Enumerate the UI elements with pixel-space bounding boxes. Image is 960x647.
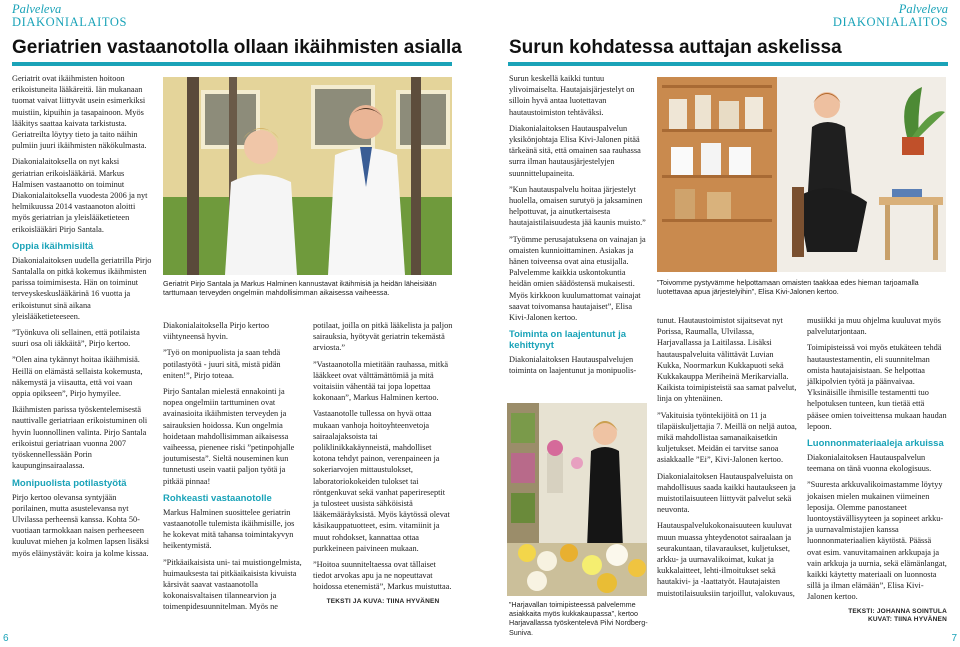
right-col2	[657, 315, 797, 604]
left-col2	[163, 320, 303, 618]
right-col1-p5: Diakonialaitoksen Hautauspalvelujen toiminta on laajentunut ja monipuolis-	[509, 355, 637, 376]
elisa-photo-caption: ”Toivomme pystyvämme helpottamaan omaisten taakkaa edes hieman tarjoamalla luotettavaa apua järjestelyihin”, Elisa Kivi-Jalonen kertoo.	[657, 278, 919, 297]
right-sub-luonnon: Luonnonmateriaaleja arkuissa	[807, 438, 944, 450]
left-page-number: 6	[3, 633, 9, 644]
right-col1-p4: ”Työmme perusajatuksena on vainajan ja omaisten kunnioittaminen. Asiakas ja hänen toiveensa ovat aina etusijalla. Palvelemme kaikkia uskontokuntia heidän omien säädöstensä mukaisesti. Myös kirkkoon kuulumattomat vainajat saavat toivomansa hautajaiset”, Elisa Kivi-Jalonen kertoo.	[509, 234, 646, 323]
left-brand-line2: DIAKONIALAITOS	[12, 15, 128, 29]
right-credits	[807, 608, 947, 624]
right-sub-toiminta: Toiminta on laajentunut ja kehittynyt	[509, 329, 626, 352]
flower-shop-caption: ”Harjavallan toimipisteessä palvelemme asiakkaita myös kukkakaupassa”, kertoo Harjavallassa työskentelevä Pilvi Nordberg-Suniva.	[509, 600, 648, 637]
right-brand-line2: DIAKONIALAITOS	[832, 15, 948, 29]
right-col2-p3: Diakonialaitoksen Hautauspalveluista on mahdollisuus saada kaikki hautaukseen ja muistotilaisuuteen liittyvät palvelut sekä neuvonta.	[657, 471, 796, 515]
left-col1-p1: Geriatrit ovat ikäihmisten hoitoon erikoistuneita lääkäreitä. Iän mukanaan tuomat vaivat liittyvät usein esimerkiksi muistiin, kipuihin ja tasapainoon. Myös lääkitys saattaa kaivata tarkistusta. Geriatreilta löytyy tieto ja taito näihin pulmiin juuri ikäihmisten näkökulmasta.	[12, 74, 147, 151]
flower-shop-photo	[507, 403, 647, 596]
right-credit-photos: KUVAT: TIINA HYVÄNEN	[868, 615, 947, 623]
right-page-number: 7	[951, 633, 957, 644]
left-sub-monipuolista: Monipuolista potilastyötä	[12, 477, 127, 489]
left-headline: Geriatrien vastaanotolla ollaan ikäihmisten asialla	[12, 37, 462, 58]
left-col1-p3: Diakonialaitoksen uudella geriatrilla Pirjo Santalalla on pitkä kokemus ikäihmisten parissa toimimisesta. Hän on toiminut terveyskeskuslääkärinä 16 vuotta ja erikoistunut sinä aikana yleislääketieteeseen.	[12, 255, 152, 321]
left-col3-p3: Vastaanotolle tullessa on hyvä ottaa mukaan vanhoja hoitoyhteenvetoja sairaalajaksoista tai poliklinikkakäynneistä, mahdolliset kotona tehdyt painon, verenpaineen ja sokeriarvojen mittaustulokset, laboratoriokokeiden tulokset tai röntgenkuvat sekä vanhat paperireseptit ja tulosteet uusista sähköisistä lääkemääräyksistä. Myös käytössä olevat käsikauppatuotteet, esim. vitamiinit ja muut rohdokset, kannattaa ottaa purkkeineen paivineen mukaan.	[313, 409, 450, 553]
elisa-photo	[657, 77, 946, 272]
flower-shop-illustration	[507, 403, 647, 596]
right-brand-line1: Palveleva	[898, 2, 948, 16]
left-col1-p4: ”Työnkuva oli sellainen, että potilaista suuri osa oli iäkkäitä”, Pirjo kertoo.	[12, 328, 140, 349]
left-col3-p1: potilaat, joilla on pitkä lääkelista ja paljon sairauksia, hyötyvät geriatrin tekemästä arviosta.”	[313, 321, 453, 353]
left-brand-line1: Palveleva	[12, 2, 62, 16]
right-col1-p3: ”Kun hautauspalvelu hoitaa järjestelyt huolella, omaisen surutyö ja jaksaminen helpottuvat, ja ainutkertaisesta hautajaistilaisuudesta jää kaunis muisto.”	[509, 184, 646, 228]
right-col3-p1: musiikki ja muu ohjelma kuuluvat myös palvelutarjontaan.	[807, 316, 941, 337]
left-col1-p2: Diakonialaitoksella on nyt kaksi geriatrian erikoislääkäriä. Markus Halmisen vastaanotto on toiminut Diakonialaitoksella vuodesta 2006 ja nyt helmikuussa 2014 vastaanoton aloitti myös geriatrian ja yleislääketieteen erikoislääkäri Pirjo Santala.	[12, 157, 148, 234]
right-col1-p1: Surun keskellä kaikki tuntuu ylivoimaiselta. Hautajaisjärjestelyt on silloin hyvä antaa luotettavan hautaustoimiston tehtäväksi.	[509, 74, 635, 117]
left-col2-p2: ”Työ on monipuolista ja saan tehdä potilastyötä - juuri sitä, mistä pidän eniten!”, Pirjo toteaa.	[163, 348, 281, 380]
right-rule	[508, 62, 948, 66]
left-credit: TEKSTI JA KUVA: TIINA HYVÄNEN	[326, 597, 440, 605]
left-sub-rohkeasti: Rohkeasti vastaanotolle	[163, 492, 272, 504]
left-col2-p5: ”Pitkäaikaisista uni- tai muistiongelmista, huimauksesta tai pitkäaikaisista kivuista kärsivät saavat vastaanotolla kokonaisvaltaisen tilannearvion ja toimenpidesuunnitelman. Myös ne	[163, 557, 302, 612]
left-brand	[12, 3, 127, 29]
left-col2-p3: Pirjo Santalan mielestä ennakointi ja nopea ongelmiin tarttuminen ovat avainasioita ikäihmisten terveyden ja sairauksien hoidossa. Kun ongelmia hoidetaan mahdollisimman aikaisessa vaiheessa, pienenee riski ”petinpohjalle joutumisesta”. Sieltä nouseminen kun tunnetusti usein vaatii paljon työtä ja pitkää pinnaa!	[163, 387, 295, 486]
left-col1-p7: Pirjo kertoo olevansa syntyjään porilainen, mutta asustelevansa nyt Ulvilassa perheensä kanssa. Kohta 50-vuotiaan tarmokkaan naisen perheeseen kuuluvat miehen ja kolmen lapsen lisäksi myös eläinystävät: koira ja kolme kissaa.	[12, 492, 150, 558]
right-credit-text: TEKSTI: JOHANNA SOINTULA	[848, 607, 947, 615]
right-brand	[833, 3, 948, 29]
right-col2-p4: Hautauspalvelukokonaisuuteen kuuluvat muun muassa yhteydenotot sairaalaan ja seurakuntaan, tilavaraukset, kuljetukset, arkku- ja uurnavalikoimat, kukat ja kukkalaitteet, lehti-ilmoitukset sekä hautakivi- ja -laattatyöt. Hautajaisten muistotilaisuuksiin tarjoillut, valokuvaus,	[657, 521, 795, 598]
right-col3	[807, 315, 947, 624]
left-col3-p4: ”Hoitoa suunniteltaessa ovat tällaiset tiedot arvokas apu ja ne nopeuttavat hoidossa etenemistä”, Markus muistuttaa.	[313, 560, 452, 592]
left-col1	[12, 73, 152, 564]
left-sub-oppia: Oppia ikäihmisiltä	[12, 240, 94, 252]
right-col3-p2: Toimipisteissä voi myös etukäteen tehdä hautaustestamentin, eli suunnitelman omista hautajaisistaan. Se helpottaa jälkipolvien työtä ja päänvaivaa. Yksinäisille ihmisille testamentti tuo helpotuksen tunteen, kun tietää että pääsee omien toiveittensa mukaan haudan lepoon.	[807, 343, 947, 431]
left-col3-p2: ”Vastaanotolla mietitään rauhassa, mitkä lääkkeet ovat välttämättömiä ja mitä voitaisiin vähentää tai jopa lopettaa kokonaan”, Markus Halminen kertoo.	[313, 359, 449, 403]
doctors-illustration	[163, 77, 452, 275]
right-col1-p2: Diakonialaitoksen Hautauspalvelun yksikönjohtaja Elisa Kivi-Jalonen pitää tärkeänä sitä, että omainen saa rauhassa surra ilman hautausjärjestelyjen suunnittelupaineita.	[509, 123, 641, 178]
left-rule	[12, 62, 452, 66]
right-col1	[509, 73, 646, 382]
elisa-illustration	[657, 77, 946, 272]
left-col1-p6: Ikäihmisten parissa työskentelemisestä nauttivalle geriatriaan erikoistuminen oli hyvin luonnollinen valinta. Pirjo Santala erikoistui geriatriaan vuonna 2007 työskennellessään Porin kaupunginsairaalassa.	[12, 405, 148, 471]
left-col2-p4: Markus Halminen suosittelee geriatrin vastaanotolle tulemista ikäihmisille, jos he kokevat mitä tahansa toimintakyvyn heikentymistä.	[163, 507, 295, 551]
right-headline: Surun kohdatessa auttajan askelissa	[509, 37, 842, 58]
doctors-photo-caption: Geriatrit Pirjo Santala ja Markus Halminen kannustavat ikäihmisiä ja heidän läheisiään tarttumaan terveyden ongelmiin mahdollisimman aikaisessa vaiheessa.	[163, 279, 437, 298]
right-col3-p4: ”Suuresta arkkuvalikoimastamme löytyy jokaisen mielen mukainen viimeinen leposija. Olemme panostaneet luontoystävällisyyteen ja sopineet arkku- ja uurnavalmistajien kanssa luonnonmateriaalien käytöstä. Päässä ovat esim. vanuvitamainen arkkupaja ja vain arkkuja ja uurnia, sekä elämänlangat, kaikki käytetty materiaali on luonnosta sillä ja ilman elämään”, Elisa Kivi-Jalonen kertoo.	[807, 480, 947, 602]
left-col2-p1: Diakonialaitoksella Pirjo kertoo viihtyneensä hyvin.	[163, 321, 269, 342]
doctors-photo	[163, 77, 452, 275]
left-col3	[313, 320, 453, 606]
right-col3-p3: Diakonialaitoksen Hautauspalvelun teemana on tänä vuonna ekologisuus.	[807, 453, 932, 474]
right-col2-p2: ”Vakituisia työntekijöitä on 11 ja tilapäiskuljettajia 7. Meillä on neljä autoa, mikä mahdollistaa samanaikaisetkin kuljetukset. Meidän ei tarvitse sanoa asiakkaalle ”Ei”, Kivi-Jalonen kertoo.	[657, 410, 797, 465]
right-col2-p1: tunut. Hautaustoimistot sijaitsevat nyt Porissa, Raumalla, Ulvilassa, Harjavallassa ja Laitilassa. Lisäksi hautauspalveluita välittävät Luvian Kukka, Noormarkun Kukkapuoti sekä Kukkakauppa Meriheinä Merikarvialla. Kaikista toimipisteistä saa samat palvelut, linja on yhtenäinen.	[657, 316, 797, 404]
left-col1-p5: ”Olen aina tykännyt hoitaa ikäihmisiä. Heillä on elämästä sellaista kokemusta, näkemystä ja viisautta, että voi vaan oppia opikseen”, Pirjo hymyilee.	[12, 355, 143, 399]
